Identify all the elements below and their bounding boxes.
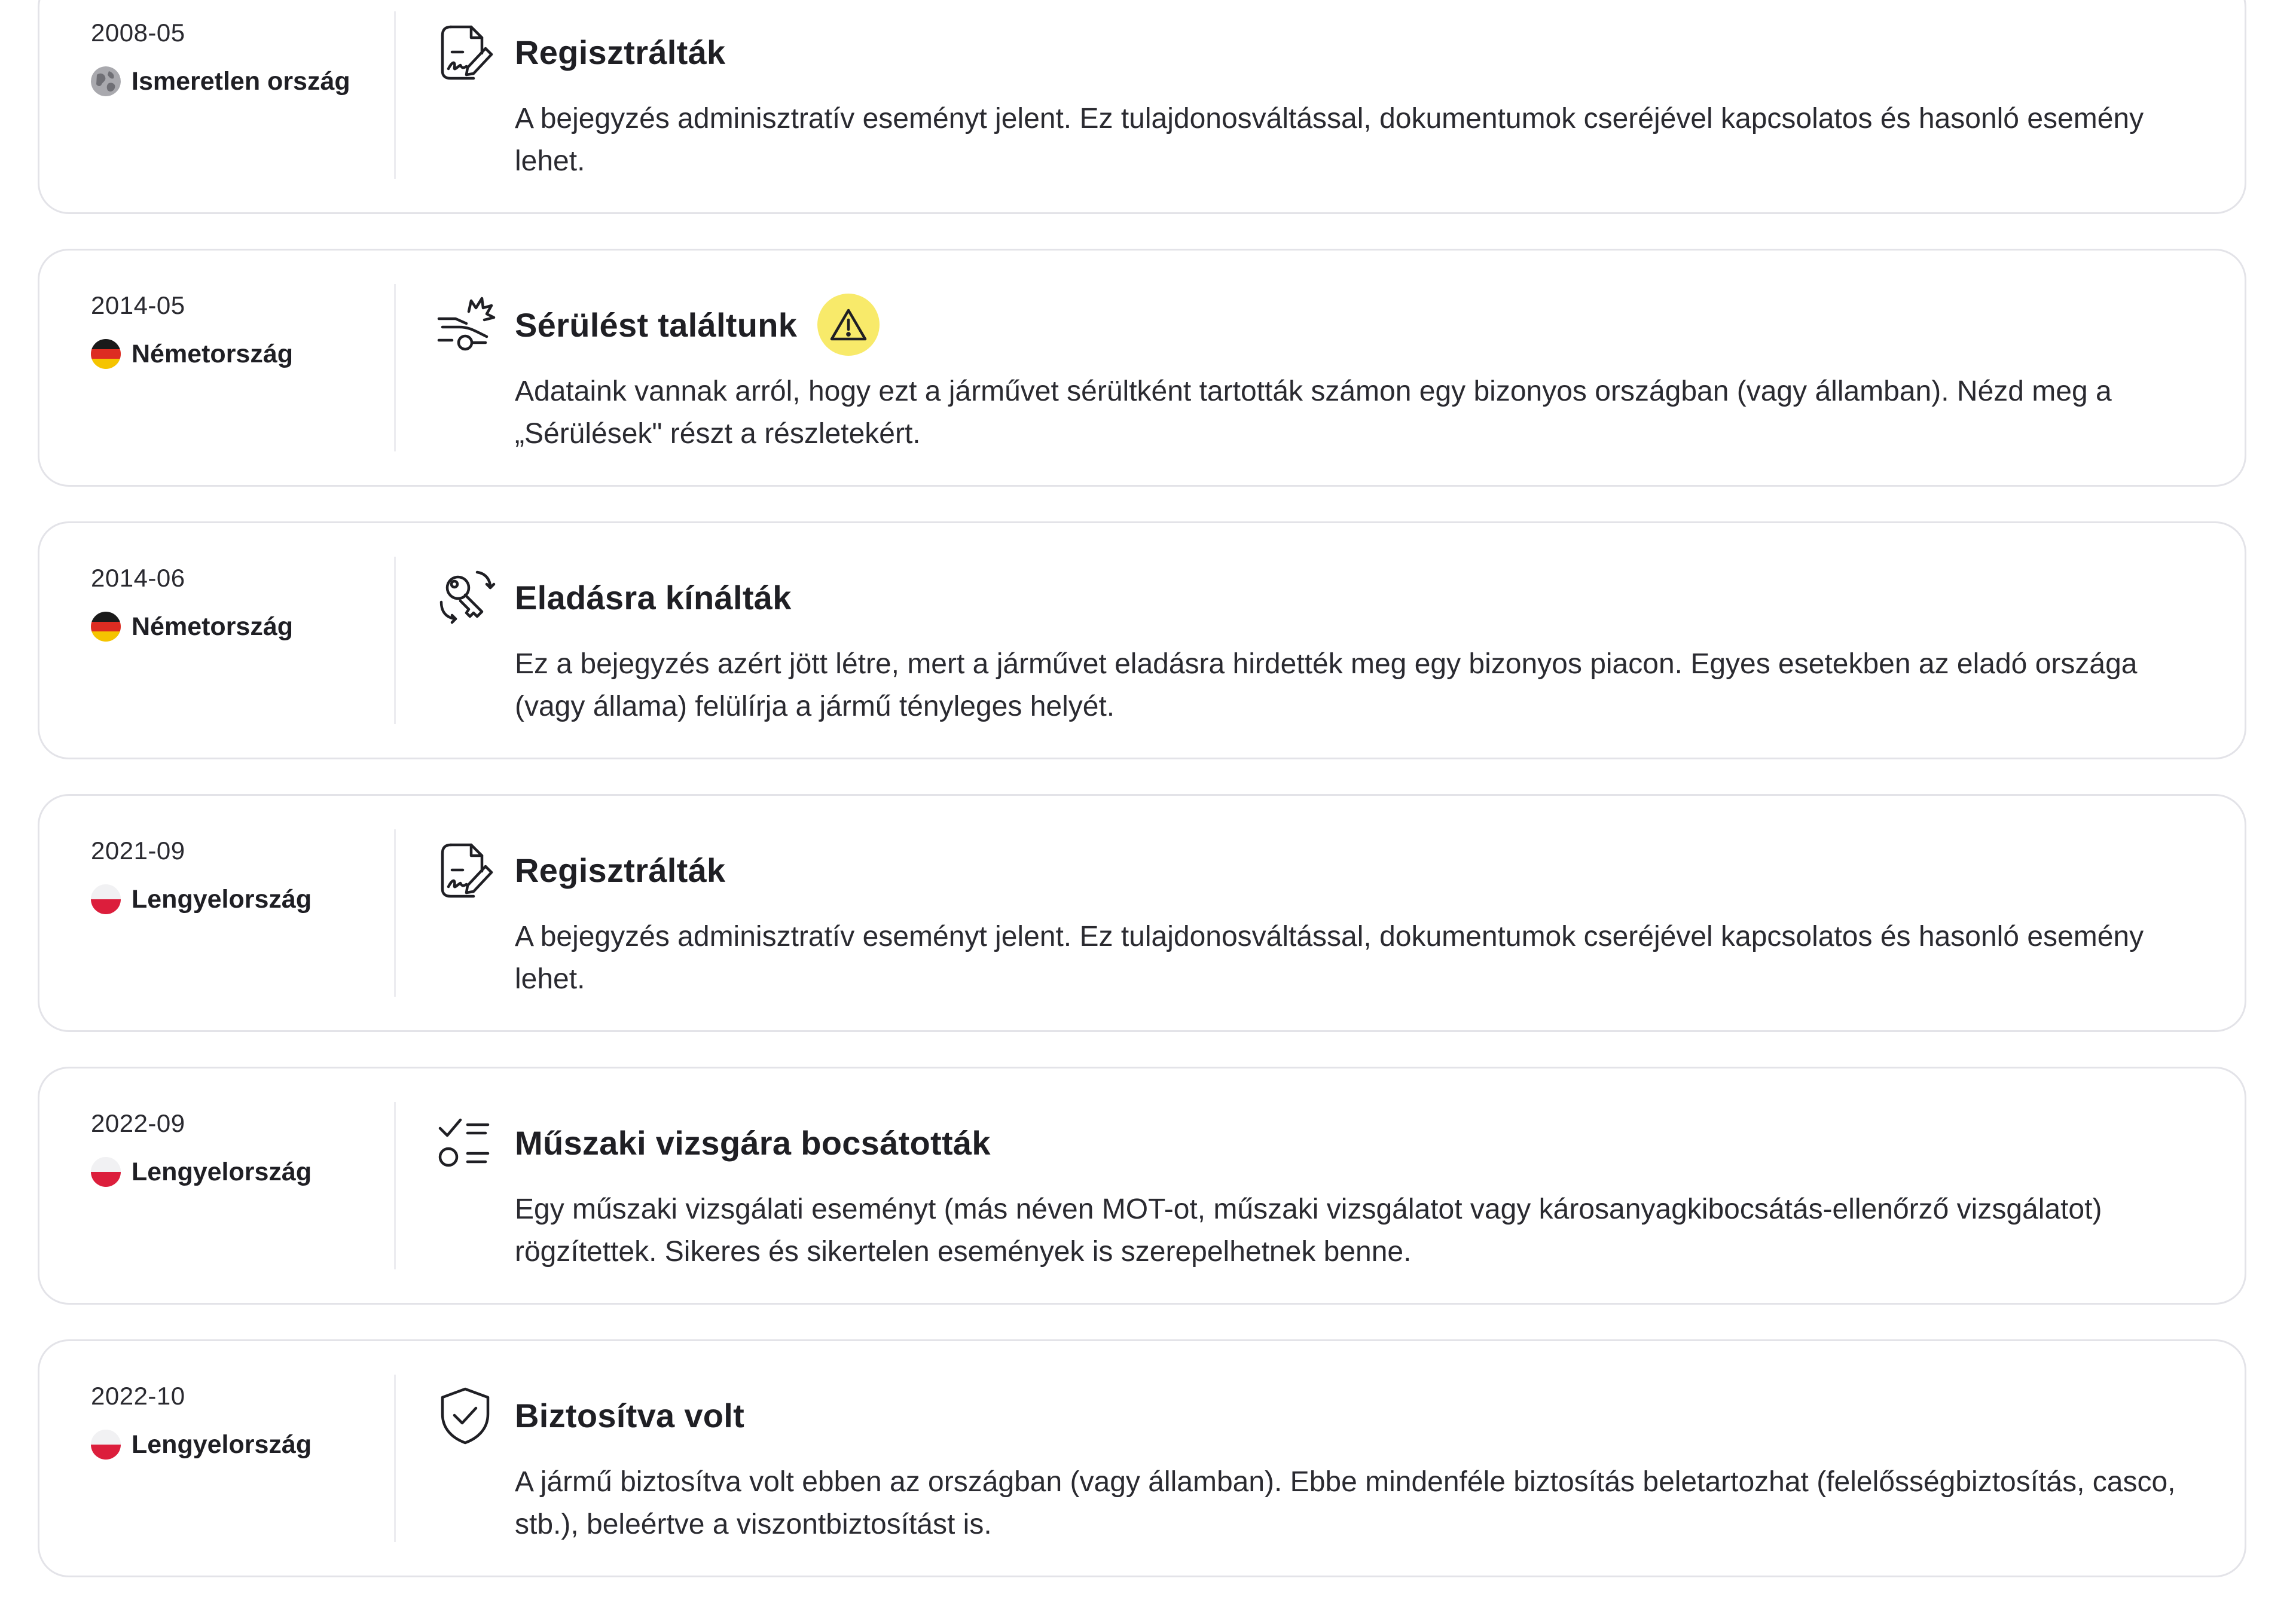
event-title: Regisztrálták [515, 33, 726, 71]
key-exchange-icon [434, 566, 496, 628]
event-meta [91, 563, 390, 642]
country-name: Németország [132, 339, 294, 368]
event-country [91, 339, 390, 369]
event-meta [91, 1381, 390, 1460]
timeline-event-card [38, 249, 2246, 487]
event-country [91, 612, 390, 642]
germany-flag-icon [91, 612, 121, 642]
country-name: Lengyelország [132, 1157, 312, 1186]
event-date: 2022-09 [91, 1109, 185, 1137]
timeline-event-card [38, 0, 2246, 214]
vehicle-history-timeline [38, 0, 2246, 1612]
card-divider [394, 557, 396, 724]
event-title: Eladásra kínálták [515, 578, 792, 616]
germany-flag-icon [91, 339, 121, 369]
event-date: 2008-05 [91, 19, 185, 47]
event-country [91, 884, 390, 914]
event-description: A bejegyzés adminisztratív eseményt jelent. Ez tulajdonosváltással, dokumentumok cseréjével kapcsolatos és hasonló esemény lehet. [515, 921, 2144, 995]
event-description: Egy műszaki vizsgálati eseményt (más néven MOT-ot, műszaki vizsgálatot vagy károsanyagkibocsátás-ellenőrző vizsgálatot) rögzítettek. Sikeres és sikertelen események is szerepelhetnek benne. [515, 1193, 2102, 1268]
timeline-event-card [38, 1067, 2246, 1305]
poland-flag-icon [91, 1157, 121, 1187]
timeline-event-card [38, 794, 2246, 1032]
event-meta [91, 1108, 390, 1187]
timeline-event-card [38, 1339, 2246, 1577]
card-divider [394, 1102, 396, 1269]
event-title-row [515, 573, 792, 621]
event-title-row [515, 28, 725, 76]
card-divider [394, 284, 396, 451]
event-description: A jármű biztosítva volt ebben az országban (vagy államban). Ebbe mindenféle biztosítás beletartozhat (felelősségbiztosítás, casco, stb.), beleértve a viszontbiztosítást is. [515, 1466, 2176, 1540]
event-title: Regisztrálták [515, 851, 726, 889]
event-date: 2022-10 [91, 1382, 185, 1410]
event-date: 2014-06 [91, 564, 185, 592]
event-date: 2014-05 [91, 291, 185, 319]
warning-triangle-icon [817, 294, 880, 356]
event-title-row [515, 846, 725, 894]
event-country [91, 1157, 390, 1187]
crash-damage-icon [434, 294, 496, 356]
country-name: Németország [132, 612, 294, 641]
event-meta [91, 835, 390, 914]
poland-flag-icon [91, 1430, 121, 1460]
registration-document-icon [434, 21, 496, 83]
event-date: 2021-09 [91, 836, 185, 865]
event-title: Sérülést találtunk [515, 306, 798, 344]
card-divider [394, 11, 396, 179]
event-meta [91, 290, 390, 369]
event-title-row [515, 1391, 744, 1439]
event-title-row [515, 301, 880, 349]
country-name: Ismeretlen ország [132, 66, 350, 96]
country-name: Lengyelország [132, 1430, 312, 1459]
event-title: Műszaki vizsgára bocsátották [515, 1123, 991, 1162]
event-description: A bejegyzés adminisztratív eseményt jelent. Ez tulajdonosváltással, dokumentumok cseréjével kapcsolatos és hasonló esemény lehet. [515, 103, 2144, 177]
event-country [91, 1430, 390, 1460]
event-description: Ez a bejegyzés azért jött létre, mert a járművet eladásra hirdették meg egy bizonyos piacon. Egyes esetekben az eladó országa (vagy állama) felülírja a jármű tényleges helyét. [515, 648, 2138, 722]
country-name: Lengyelország [132, 884, 312, 914]
event-title: Biztosítva volt [515, 1396, 745, 1434]
card-divider [394, 829, 396, 997]
card-divider [394, 1375, 396, 1542]
event-country [91, 66, 390, 96]
globe-icon [91, 66, 121, 96]
shield-check-icon [434, 1384, 496, 1446]
event-description: Adataink vannak arról, hogy ezt a járművet sérültként tartották számon egy bizonyos országban (vagy államban). Nézd meg a „Sérülések" részt a részletekért. [515, 375, 2112, 450]
event-title-row [515, 1119, 991, 1167]
registration-document-icon [434, 839, 496, 901]
timeline-event-card [38, 521, 2246, 759]
event-meta [91, 17, 390, 96]
checklist-icon [434, 1112, 496, 1174]
poland-flag-icon [91, 884, 121, 914]
